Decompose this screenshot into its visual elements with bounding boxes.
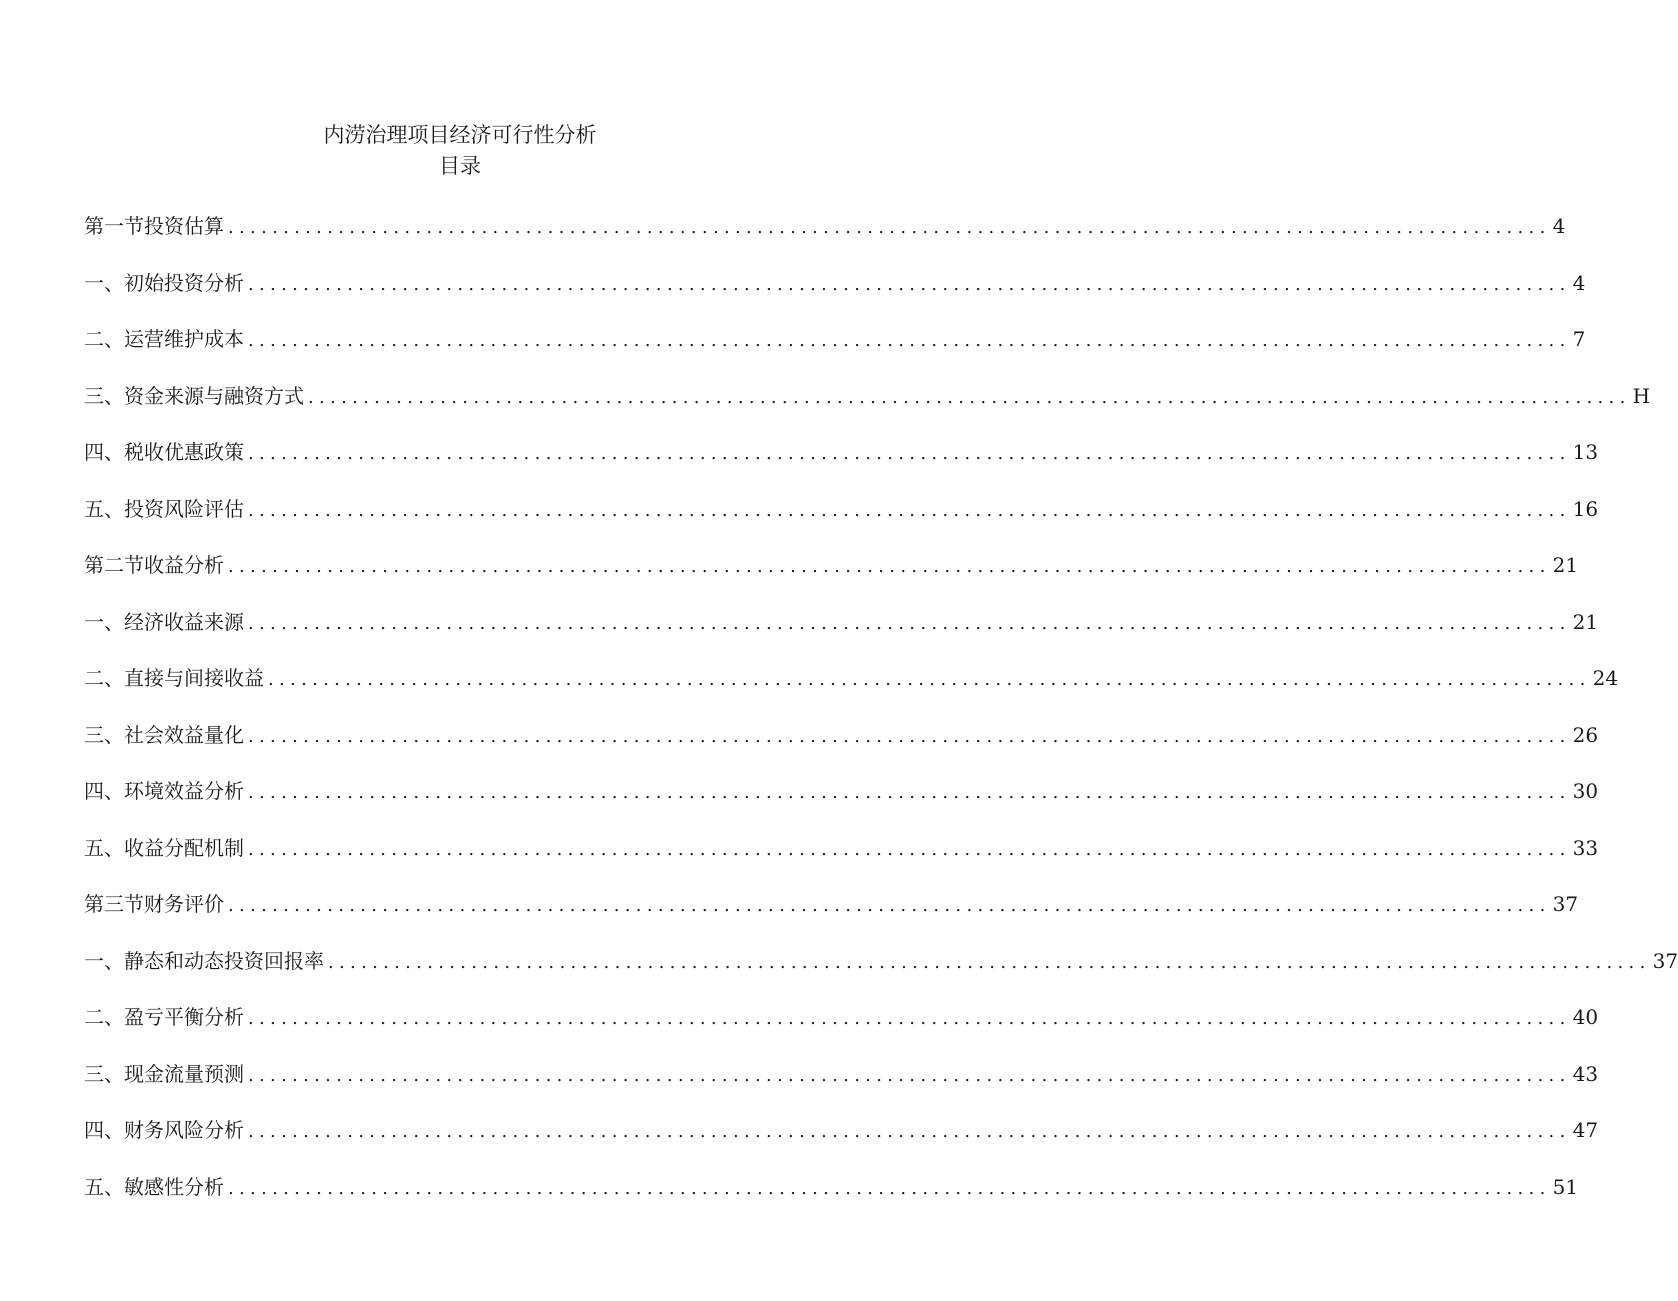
toc-entry[interactable] <box>84 269 1586 326</box>
toc-leader-dots: ........................................................................................................................ <box>248 499 1571 521</box>
toc-leader-dots: ........................................................................................................................ <box>248 1008 1571 1029</box>
toc-entry-label: 三、现金流量预测 <box>84 1061 244 1086</box>
toc-entry[interactable] <box>84 608 1599 665</box>
toc-entry-page: 37 <box>1652 948 1678 973</box>
toc-entry-page: 4 <box>1572 270 1586 295</box>
toc-entry-page: 43 <box>1572 1061 1599 1086</box>
toc-entry[interactable] <box>84 947 1678 1004</box>
toc-entry-label: 二、运营维护成本 <box>84 327 244 351</box>
toc-entry-page: 24 <box>1592 666 1619 690</box>
toc-leader-dots: ........................................................................................................................ <box>308 386 1631 408</box>
toc-entry[interactable] <box>84 1116 1599 1173</box>
toc-leader-dots: ........................................................................................................................ <box>248 330 1571 351</box>
toc-entry-label: 五、收益分配机制 <box>84 835 244 860</box>
toc-entry[interactable] <box>84 438 1599 495</box>
toc-entry[interactable] <box>84 325 1586 382</box>
toc-entry-page: 4 <box>1552 214 1566 238</box>
toc-entry-label: 一、经济收益来源 <box>84 609 244 634</box>
toc-leader-dots: ........................................................................................................................ <box>228 1177 1551 1199</box>
toc-entry-page: 37 <box>1552 892 1579 916</box>
toc-leader-dots: ........................................................................................................................ <box>228 556 1551 577</box>
toc-entry-label: 五、敏感性分析 <box>84 1174 224 1199</box>
toc-entry[interactable] <box>84 721 1599 778</box>
toc-leader-dots: ........................................................................................................................ <box>228 895 1551 916</box>
toc-entry-page: 30 <box>1572 779 1599 803</box>
toc-leader-dots: ........................................................................................................................ <box>248 443 1571 464</box>
toc-leader-dots: ........................................................................................................................ <box>328 951 1651 973</box>
toc-entry[interactable] <box>84 777 1599 834</box>
toc-entry[interactable] <box>84 1003 1599 1060</box>
toc-entry-label: 第二节收益分析 <box>84 553 224 577</box>
toc-entry-page: 16 <box>1572 496 1599 521</box>
toc-entry-label: 三、社会效益量化 <box>84 722 244 747</box>
toc-entry-page: 26 <box>1572 722 1599 747</box>
table-of-contents <box>84 212 1678 1229</box>
toc-entry[interactable] <box>84 495 1599 552</box>
toc-leader-dots: ........................................................................................................................ <box>248 1121 1571 1142</box>
toc-entry-label: 第一节投资估算 <box>84 214 224 238</box>
toc-entry[interactable] <box>84 890 1579 947</box>
toc-entry-page: 7 <box>1572 327 1586 351</box>
toc-entry-label: 四、税收优惠政策 <box>84 440 244 464</box>
document-title: 内涝治理项目经济可行性分析 <box>323 123 597 147</box>
toc-entry-page: 13 <box>1572 440 1599 464</box>
toc-entry-label: 五、投资风险评估 <box>84 496 244 521</box>
toc-entry[interactable] <box>84 551 1579 608</box>
toc-entry[interactable] <box>84 1060 1599 1117</box>
toc-leader-dots: ........................................................................................................................ <box>248 273 1571 295</box>
toc-entry-label: 二、直接与间接收益 <box>84 666 264 690</box>
toc-leader-dots: ........................................................................................................................ <box>268 669 1591 690</box>
toc-entry-label: 三、资金来源与融资方式 <box>84 383 304 408</box>
toc-entry[interactable] <box>84 212 1566 269</box>
toc-entry-page: 21 <box>1572 609 1599 634</box>
toc-entry[interactable] <box>84 664 1619 721</box>
toc-entry-page: 33 <box>1572 835 1599 860</box>
toc-entry-page: 47 <box>1572 1118 1599 1142</box>
toc-entry[interactable] <box>84 834 1599 891</box>
toc-leader-dots: ........................................................................................................................ <box>228 217 1551 238</box>
toc-entry-label: 一、初始投资分析 <box>84 270 244 295</box>
toc-leader-dots: ........................................................................................................................ <box>248 782 1571 803</box>
toc-entry-label: 第三节财务评价 <box>84 892 224 916</box>
toc-leader-dots: ........................................................................................................................ <box>248 612 1571 634</box>
toc-heading: 目录 <box>439 154 481 178</box>
toc-entry[interactable] <box>84 1173 1579 1230</box>
toc-entry-label: 二、盈亏平衡分析 <box>84 1005 244 1029</box>
toc-entry-label: 四、财务风险分析 <box>84 1118 244 1142</box>
toc-entry-page: 40 <box>1572 1005 1599 1029</box>
toc-entry[interactable] <box>84 382 1651 439</box>
toc-entry-page: H <box>1632 383 1651 408</box>
toc-leader-dots: ........................................................................................................................ <box>248 838 1571 860</box>
toc-leader-dots: ........................................................................................................................ <box>248 1064 1571 1086</box>
toc-entry-label: 四、环境效益分析 <box>84 779 244 803</box>
toc-entry-page: 51 <box>1552 1174 1579 1199</box>
toc-entry-page: 21 <box>1552 553 1579 577</box>
toc-leader-dots: ........................................................................................................................ <box>248 725 1571 747</box>
toc-entry-label: 一、静态和动态投资回报率 <box>84 948 324 973</box>
